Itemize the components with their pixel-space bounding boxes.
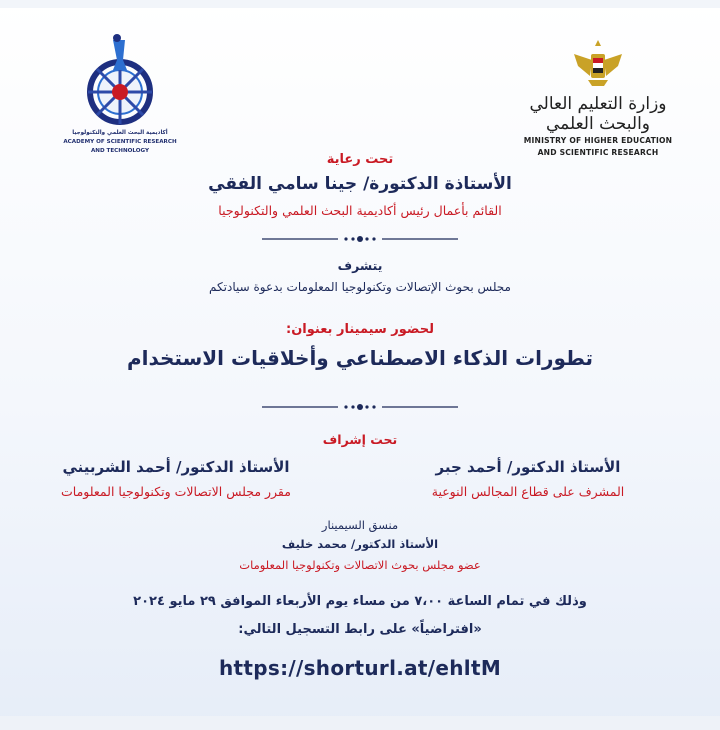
ministry-name-en-2: AND SCIENTIFIC RESEARCH [537,148,659,157]
academy-caption-en-2: AND TECHNOLOGY [90,148,150,154]
inviting-council: مجلس بحوث الإتصالات وتكنولوجيا المعلومات بدعوة سيادتكم [209,280,511,294]
virtual-note: «افتراضياً» على رابط التسجيل التالي: [238,622,482,637]
patron-name: الأستاذة الدكتورة/ جينا سامي الفقي [208,174,512,194]
supervisor-right [378,458,678,499]
seminar-timing: وذلك في تمام الساعة ٧،٠٠ من مساء يوم الأربعاء الموافق ٢٩ مايو ٢٠٢٤ [133,594,587,609]
coordinator-label: منسق السيمينار [321,518,399,532]
supervisor-right-role: المشرف على قطاع المجالس النوعية [431,484,625,499]
ministry-name-ar: وزارة التعليم العالي والبحث العلمي [529,94,667,134]
honored-label: يتشرف [337,258,383,273]
supervisor-right-name: الأستاذ الدكتور/ أحمد جبر [435,458,621,476]
coordinator-name: الأستاذ الدكتور/ محمد خليف [281,537,439,551]
seminar-title: تطورات الذكاء الاصطناعي وأخلاقيات الاستخدام [126,346,594,370]
academy-caption-en-1: ACADEMY OF SCIENTIFIC RESEARCH [63,139,177,145]
seminar-attend-label: لحضور سيمينار بعنوان: [286,322,434,337]
academy-caption-ar: أكاديمية البحث العلمي والتكنولوجيا [72,130,168,136]
academy-logo [60,30,180,155]
supervision-label: تحت إشراف [322,432,398,447]
eagle-emblem-icon [570,36,626,92]
supervisor-left-role: مقرر مجلس الاتصالات وتكنولوجيا المعلومات [61,484,291,499]
supervisor-left-name: الأستاذ الدكتور/ أحمد الشربيني [62,458,290,476]
ministry-name-en-1: MINISTRY OF HIGHER EDUCATION [523,136,673,145]
bottom-frame [0,716,720,730]
academy-seal-icon [81,30,159,128]
dotted-divider [262,402,458,412]
top-frame [0,0,720,8]
coordinator-role: عضو مجلس بحوث الاتصالات وتكنولوجيا المعلومات [239,558,481,572]
dotted-divider [262,234,458,244]
patron-role: القائم بأعمال رئيس أكاديمية البحث العلمي والتكنولوجيا [218,203,502,218]
ministry-logo [518,36,678,158]
patronage-label: تحت رعاية [326,152,394,167]
supervisor-left [26,458,326,499]
registration-link[interactable]: https://shorturl.at/ehltM [218,656,502,680]
